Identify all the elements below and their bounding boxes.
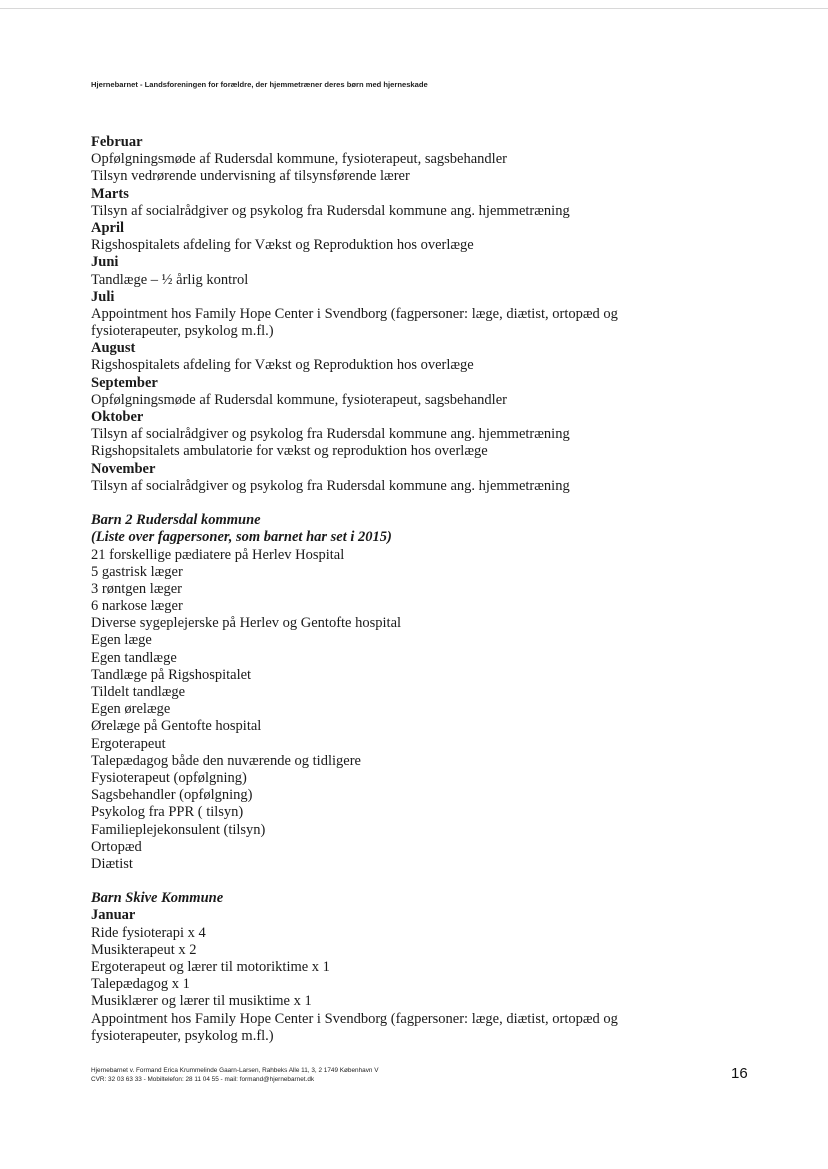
text-line: Talepædagog x 1 <box>91 976 190 993</box>
text-line: Rigshopsitalets ambulatorie for vækst og reproduktion hos overlæge <box>91 443 488 460</box>
spacer <box>91 873 731 890</box>
page-header: Hjernebarnet - Landsforeningen for forældre, der hjemmetræner deres børn med hjerneskade <box>91 80 428 89</box>
text-line: Tilsyn af socialrådgiver og psykolog fra Rudersdal kommune ang. hjemmetræning <box>91 477 570 494</box>
text-line: fysioterapeuter, psykolog m.fl.) <box>91 323 274 340</box>
text-line: Talepædagog både den nuværende og tidligere <box>91 752 361 769</box>
text-line: Egen tandlæge <box>91 649 177 666</box>
footer-contact: CVR: 32 03 63 33 - Mobiltelefon: 28 11 04 55 - mail: formand@hjernebarnet.dk <box>91 1076 315 1083</box>
text-line: Tilsyn vedrørende undervisning af tilsynsførende lærer <box>91 168 410 185</box>
section-heading: Barn 2 Rudersdal kommune <box>91 512 261 529</box>
month-heading: Februar <box>91 134 143 150</box>
text-line: 5 gastrisk læger <box>91 563 183 580</box>
text-line: Ergoterapeut og lærer til motoriktime x 1 <box>91 959 330 975</box>
text-line: 6 narkose læger <box>91 598 183 615</box>
text-line: Familieplejekonsulent (tilsyn) <box>91 821 266 838</box>
document-body <box>91 134 731 1045</box>
month-heading: April <box>91 219 125 236</box>
month-heading: September <box>91 374 158 391</box>
text-line: Musikterapeut x 2 <box>91 941 197 958</box>
footer-address: Hjernebarnet v. Formand Erica Krummelinde Gaarn-Larsen, Rahbeks Alle 11, 3, 2 1749 København V <box>91 1067 379 1074</box>
text-line: Ortopæd <box>91 838 142 855</box>
text-line: Ride fysioterapi x 4 <box>91 924 206 941</box>
section-heading: Barn Skive Kommune <box>91 890 224 907</box>
text-line: Egen ørelæge <box>91 701 171 718</box>
text-line: Musiklærer og lærer til musiktime x 1 <box>91 993 312 1010</box>
text-line: 3 røntgen læger <box>91 580 183 597</box>
page-number: 16 <box>731 1065 748 1082</box>
text-line: Ørelæge på Gentofte hospital <box>91 718 262 735</box>
text-line: 21 forskellige pædiatere på Herlev Hospital <box>91 546 345 563</box>
month-heading: August <box>91 340 136 357</box>
month-heading: Oktober <box>91 409 144 425</box>
page-footer <box>91 1066 591 1084</box>
text-line: Tildelt tandlæge <box>91 684 186 700</box>
text-line: Tandlæge på Rigshospitalet <box>91 666 252 683</box>
text-line: Tilsyn af socialrådgiver og psykolog fra Rudersdal kommune ang. hjemmetræning <box>91 426 570 443</box>
section-heading: (Liste over fagpersoner, som barnet har set i 2015) <box>91 529 392 546</box>
scan-edge-line <box>0 8 828 9</box>
text-line: Rigshospitalets afdeling for Vækst og Reproduktion hos overlæge <box>91 357 474 374</box>
month-heading: Juni <box>91 254 119 271</box>
text-line: Opfølgningsmøde af Rudersdal kommune, fysioterapeut, sagsbehandler <box>91 391 507 408</box>
text-line: Opfølgningsmøde af Rudersdal kommune, fysioterapeut, sagsbehandler <box>91 151 507 168</box>
text-line: Rigshospitalets afdeling for Vækst og Reproduktion hos overlæge <box>91 237 474 254</box>
text-line: Psykolog fra PPR ( tilsyn) <box>91 804 244 821</box>
month-heading: Marts <box>91 185 129 202</box>
text-line: fysioterapeuter, psykolog m.fl.) <box>91 1027 274 1044</box>
text-line: Tandlæge – ½ årlig kontrol <box>91 271 249 288</box>
spacer <box>91 495 731 512</box>
text-line: Ergoterapeut <box>91 735 166 752</box>
month-heading: Januar <box>91 907 136 924</box>
text-line: Appointment hos Family Hope Center i Svendborg (fagpersoner: læge, diætist, ortopæd og <box>91 305 618 322</box>
text-line: Diætist <box>91 855 133 872</box>
month-heading: Juli <box>91 288 115 305</box>
text-line: Diverse sygeplejerske på Herlev og Gentofte hospital <box>91 615 402 632</box>
text-line: Egen læge <box>91 632 152 649</box>
text-line: Fysioterapeut (opfølgning) <box>91 769 247 786</box>
month-heading: November <box>91 460 156 477</box>
text-line: Sagsbehandler (opfølgning) <box>91 787 253 804</box>
text-line: Appointment hos Family Hope Center i Svendborg (fagpersoner: læge, diætist, ortopæd og <box>91 1010 618 1027</box>
text-line: Tilsyn af socialrådgiver og psykolog fra Rudersdal kommune ang. hjemmetræning <box>91 202 570 219</box>
